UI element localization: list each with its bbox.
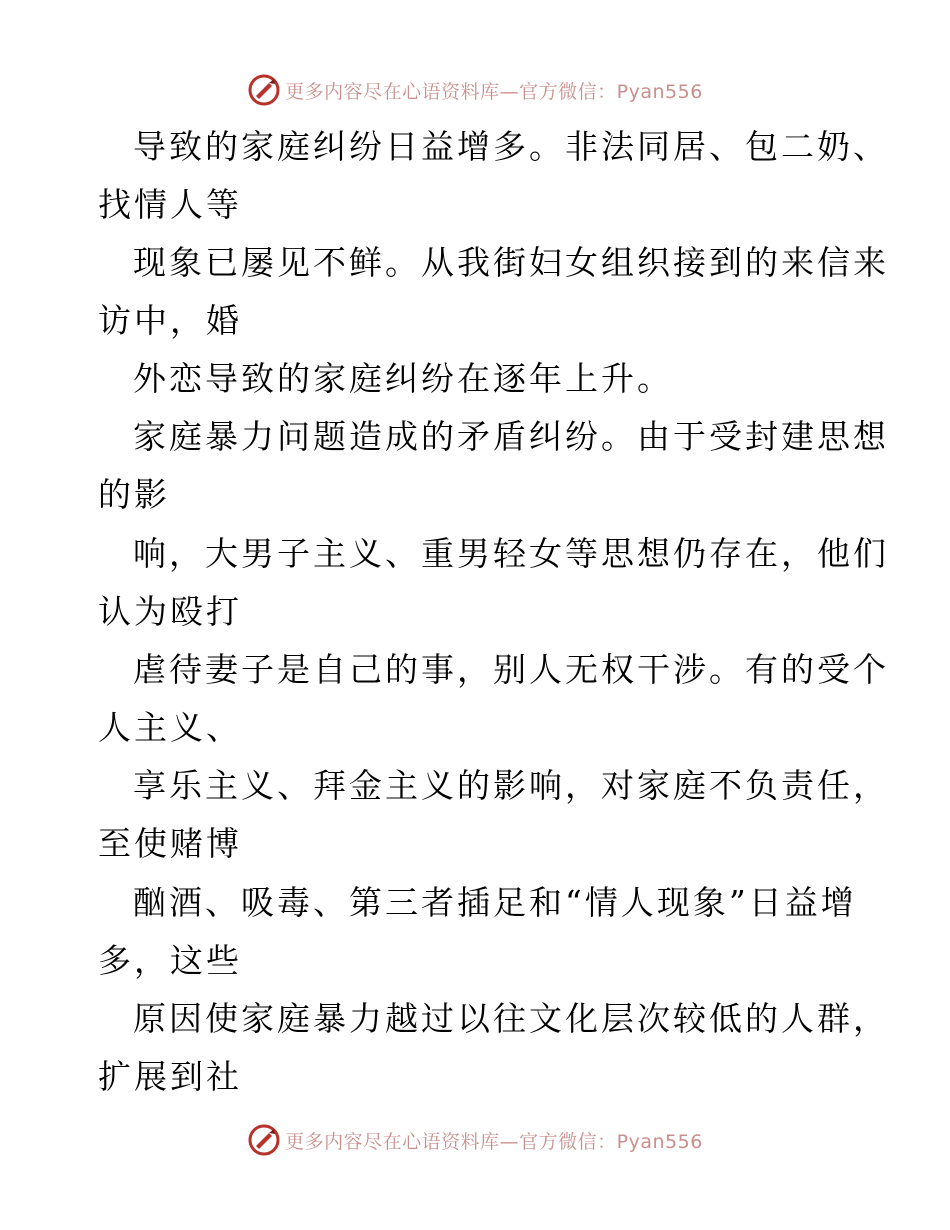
header-watermark-text: 更多内容尽在心语资料库—官方微信：Pyan556 bbox=[285, 80, 703, 103]
logo-icon bbox=[247, 73, 281, 107]
body-line: 人主义、 bbox=[98, 708, 242, 747]
footer-watermark bbox=[0, 1120, 950, 1160]
body-line: 认为殴打 bbox=[98, 592, 242, 631]
body-line: 享乐主义、拜金主义的影响，对家庭不负责任， bbox=[133, 766, 889, 805]
body-line: 扩展到社 bbox=[98, 1057, 242, 1096]
body-line: 现象已屡见不鲜。从我街妇女组织接到的来信来 bbox=[133, 243, 889, 282]
body-line: 响，大男子主义、重男轻女等思想仍存在，他们 bbox=[133, 534, 889, 573]
body-line: 找情人等 bbox=[98, 185, 242, 224]
logo-icon bbox=[247, 1123, 281, 1157]
header-watermark bbox=[0, 70, 950, 110]
body-line: 酗酒、吸毒、第三者插足和“情人现象”日益增 bbox=[133, 883, 857, 922]
body-line: 的影 bbox=[98, 475, 170, 514]
body-line: 访中，婚 bbox=[98, 301, 242, 340]
body-line: 至使赌博 bbox=[98, 824, 242, 863]
body-line: 原因使家庭暴力越过以往文化层次较低的人群， bbox=[133, 999, 889, 1038]
body-line: 家庭暴力问题造成的矛盾纠纷。由于受封建思想 bbox=[133, 417, 889, 456]
body-line: 虐待妻子是自己的事，别人无权干涉。有的受个 bbox=[133, 650, 889, 689]
body-line: 导致的家庭纠纷日益增多。非法同居、包二奶、 bbox=[133, 127, 889, 166]
body-line: 外恋导致的家庭纠纷在逐年上升。 bbox=[133, 359, 673, 398]
footer-watermark-text: 更多内容尽在心语资料库—官方微信：Pyan556 bbox=[285, 1130, 703, 1153]
body-line: 多，这些 bbox=[98, 941, 242, 980]
